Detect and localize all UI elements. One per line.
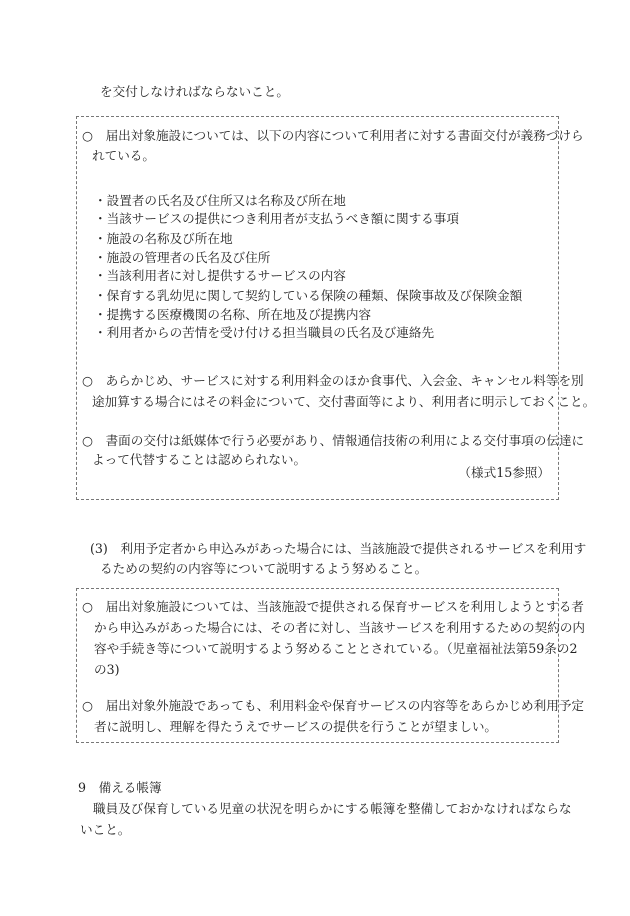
box1-p3-line: ○ 書面の交付は紙媒体で行う必要があり、情報通信技術の利用による交付事項の伝達に [82,433,585,448]
form-reference: （様式15参照） [458,465,550,480]
item3-line: るための契約の内容等について説明するよう努めること。 [100,561,428,576]
box2-p2-line: 者に説明し、理解を得たうえでサービスの提供を行うことが望ましい。 [94,719,497,734]
box2-p2-line: ○ 届出対象外施設であっても、利用料金や保育サービスの内容等をあらかじめ利用予定 [82,698,585,713]
box2-p1-line: ○ 届出対象施設については、当該施設で提供される保育サービスを利用しようとする者 [82,599,584,614]
intro-line: を交付しなければならないこと。 [100,84,289,99]
bullet-item: ・設置者の氏名及び住所又は名称及び所在地 [94,193,346,208]
box2-p1-line: 容や手続き等について説明するよう努めることとされている。（児童福祉法第59条の2 [94,641,578,656]
bullet-item: ・保育する乳幼児に関して契約している保険の種類、保険事故及び保険金額 [94,288,523,303]
item3-line: (3) 利用予定者から申込みがあった場合には、当該施設で提供されるサービスを利用す [90,541,587,556]
box2-p1-line: の3) [94,662,120,677]
box1-p3-line: よって代替することは認められない。 [92,452,307,467]
section9-body-line: いこと。 [80,822,131,837]
box1-p2-line: ○ あらかじめ、サービスに対する利用料金のほか食事代、入会金、キャンセル料等を別 [82,373,584,388]
box2-p1-line: から申込みがあった場合には、その者に対し、当該サービスを利用するための契約の内 [94,620,586,635]
bullet-item: ・当該利用者に対し提供するサービスの内容 [94,268,346,283]
box1-p2-line: 途加算する場合にはその料金について、交付書面等により、利用者に明示しておくこと。 [92,394,596,409]
box1-p1-line: れている。 [92,148,155,163]
bullet-item: ・利用者からの苦情を受け付ける担当職員の氏名及び連絡先 [94,325,435,340]
bullet-item: ・施設の名称及び所在地 [94,231,233,246]
box1-p1-line: ○ 届出対象施設については、以下の内容について利用者に対する書面交付が義務づけら [82,128,584,143]
bullet-item: ・施設の管理者の氏名及び住所 [94,250,271,265]
section9-body-line: 職員及び保育している児童の状況を明らかにする帳簿を整備しておかなければならな [93,801,572,816]
bullet-item: ・当該サービスの提供につき利用者が支払うべき額に関する事項 [94,211,459,226]
section9-heading: 9 備える帳簿 [78,780,162,795]
bullet-item: ・提携する医療機関の名称、所在地及び提携内容 [94,307,372,322]
